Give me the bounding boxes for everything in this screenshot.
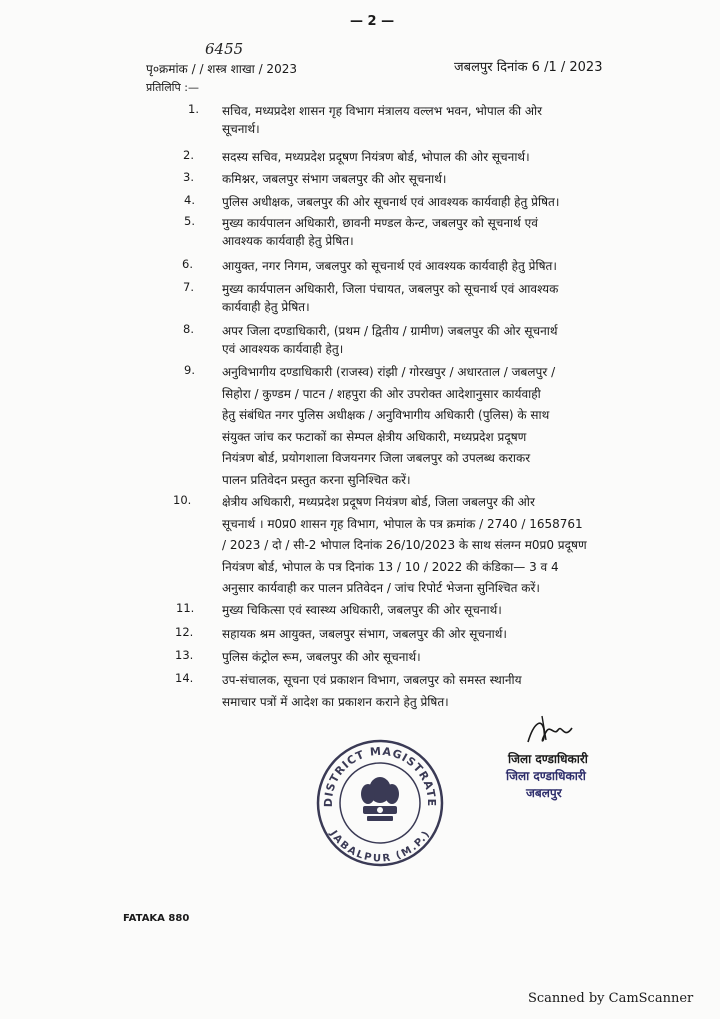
- signatory-stamp: जिला दण्डाधिकारी: [506, 769, 586, 783]
- item-text-line: कमिश्नर, जबलपुर संभाग जबलपुर की ओर सूचनार्थ।: [222, 172, 447, 186]
- item-text-line: मुख्य कार्यपालन अधिकारी, जिला पंचायत, जबलपुर को सूचनार्थ एवं आवश्यक: [222, 282, 559, 296]
- item-text-line: सिहोरा / कुण्डम / पाटन / शहपुरा की ओर उपरोक्त आदेशानुसार कार्यवाही: [222, 386, 541, 401]
- item-number: 11.: [176, 601, 195, 615]
- signatory-title: जिला दण्डाधिकारी: [508, 752, 588, 766]
- item-text-line: आवश्यक कार्यवाही हेतु प्रेषित।: [222, 234, 354, 248]
- handwritten-number: 6455: [205, 40, 244, 58]
- item-number: 12.: [175, 625, 194, 639]
- item-text-line: सदस्य सचिव, मध्यप्रदेश प्रदूषण नियंत्रण बोर्ड, भोपाल की ओर सूचनार्थ।: [222, 150, 530, 164]
- document-date: जबलपुर दिनांक 6 /1 / 2023: [454, 60, 603, 75]
- copy-label: प्रतिलिपि :—: [146, 81, 199, 94]
- item-text-line: एवं आवश्यक कार्यवाही हेतु।: [222, 342, 344, 356]
- item-number: 2.: [183, 148, 194, 162]
- item-text-line: सूचनार्थ।: [222, 122, 260, 136]
- item-text-line: समाचार पत्रों में आदेश का प्रकाशन कराने हेतु प्रेषित।: [222, 695, 449, 709]
- scanner-watermark: Scanned by CamScanner: [528, 991, 694, 1006]
- item-number: 6.: [182, 257, 193, 271]
- item-text-line: संयुक्त जांच कर फटाकों का सेम्पल क्षेत्रीय अधिकारी, मध्यप्रदेश प्रदूषण: [222, 429, 527, 444]
- item-text-line: नियंत्रण बोर्ड, भोपाल के पत्र दिनांक 13 / 10 / 2022 की कंडिका— 3 व 4: [222, 559, 559, 574]
- item-text-line: आयुक्त, नगर निगम, जबलपुर को सूचनार्थ एवं आवश्यक कार्यवाही हेतु प्रेषित।: [222, 259, 557, 273]
- item-number: 3.: [183, 170, 194, 184]
- item-text-line: मुख्य कार्यपालन अधिकारी, छावनी मण्डल केन्ट, जबलपुर को सूचनार्थ एवं: [222, 216, 538, 230]
- item-number: 8.: [183, 322, 194, 336]
- item-text-line: अनुसार कार्यवाही कर पालन प्रतिवेदन / जांच रिपोर्ट भेजना सुनिश्चित करें।: [222, 581, 540, 595]
- item-text-line: अपर जिला दण्डाधिकारी, (प्रथम / द्वितीय / ग्रामीण) जबलपुर की ओर सूचनार्थ: [222, 324, 558, 338]
- item-number: 7.: [183, 280, 194, 294]
- item-number: 14.: [175, 671, 194, 685]
- item-text-line: सहायक श्रम आयुक्त, जबलपुर संभाग, जबलपुर की ओर सूचनार्थ।: [222, 627, 507, 641]
- item-text-line: पुलिस अधीक्षक, जबलपुर की ओर सूचनार्थ एवं आवश्यक कार्यवाही हेतु प्रेषित।: [222, 195, 560, 209]
- item-text-line: मुख्य चिकित्सा एवं स्वास्थ्य अधिकारी, जबलपुर की ओर सूचनार्थ।: [222, 603, 502, 617]
- item-number: 9.: [184, 363, 195, 377]
- item-number: 13.: [175, 648, 194, 662]
- item-text-line: उप-संचालक, सूचना एवं प्रकाशन विभाग, जबलपुर को समस्त स्थानीय: [222, 673, 522, 687]
- item-text-line: / 2023 / दो / सी-2 भोपाल दिनांक 26/10/2023 के साथ संलग्न म0प्र0 प्रदूषण: [222, 538, 587, 552]
- item-number: 1.: [188, 102, 199, 116]
- seal-top-text: DISTRICT MAGISTRATE: [321, 744, 439, 808]
- item-text-line: क्षेत्रीय अधिकारी, मध्यप्रदेश प्रदूषण नियंत्रण बोर्ड, जिला जबलपुर की ओर: [222, 495, 535, 509]
- item-number: 5.: [184, 214, 195, 228]
- item-text-line: सचिव, मध्यप्रदेश शासन गृह विभाग मंत्रालय वल्लभ भवन, भोपाल की ओर: [222, 104, 543, 118]
- footer-code: FATAKA 880: [123, 913, 190, 924]
- item-text-line: नियंत्रण बोर्ड, प्रयोगशाला विजयनगर जिला जबलपुर को उपलब्ध कराकर: [222, 451, 531, 465]
- page-number: — 2 —: [350, 14, 395, 29]
- seal-bottom-text: JABALPUR (M.P.): [327, 828, 433, 865]
- reference-number: पृ०क्रमांक / / शस्त्र शाखा / 2023: [146, 62, 297, 76]
- item-text-line: कार्यवाही हेतु प्रेषित।: [222, 300, 310, 314]
- item-text-line: पालन प्रतिवेदन प्रस्तुत करना सुनिश्चित करें।: [222, 472, 411, 487]
- item-text-line: पुलिस कंट्रोल रूम, जबलपुर की ओर सूचनार्थ।: [222, 650, 421, 664]
- item-text-line: हेतु संबंधित नगर पुलिस अधीक्षक / अनुविभागीय अधिकारी (पुलिस) के साथ: [222, 408, 550, 422]
- signature-icon: [520, 712, 580, 752]
- district-magistrate-seal: [315, 738, 445, 868]
- emblem-icon: [361, 777, 399, 821]
- item-text-line: सूचनार्थ । म0प्र0 शासन गृह विभाग, भोपाल के पत्र क्रमांक / 2740 / 1658761: [222, 516, 583, 531]
- item-number: 10.: [173, 493, 192, 507]
- item-text-line: अनुविभागीय दण्डाधिकारी (राजस्व) रांझी / गोरखपुर / अधारताल / जबलपुर /: [222, 365, 556, 379]
- signatory-city: जबलपुर: [526, 786, 562, 800]
- item-number: 4.: [184, 193, 195, 207]
- svg-text:JABALPUR (M.P.): [327, 828, 433, 865]
